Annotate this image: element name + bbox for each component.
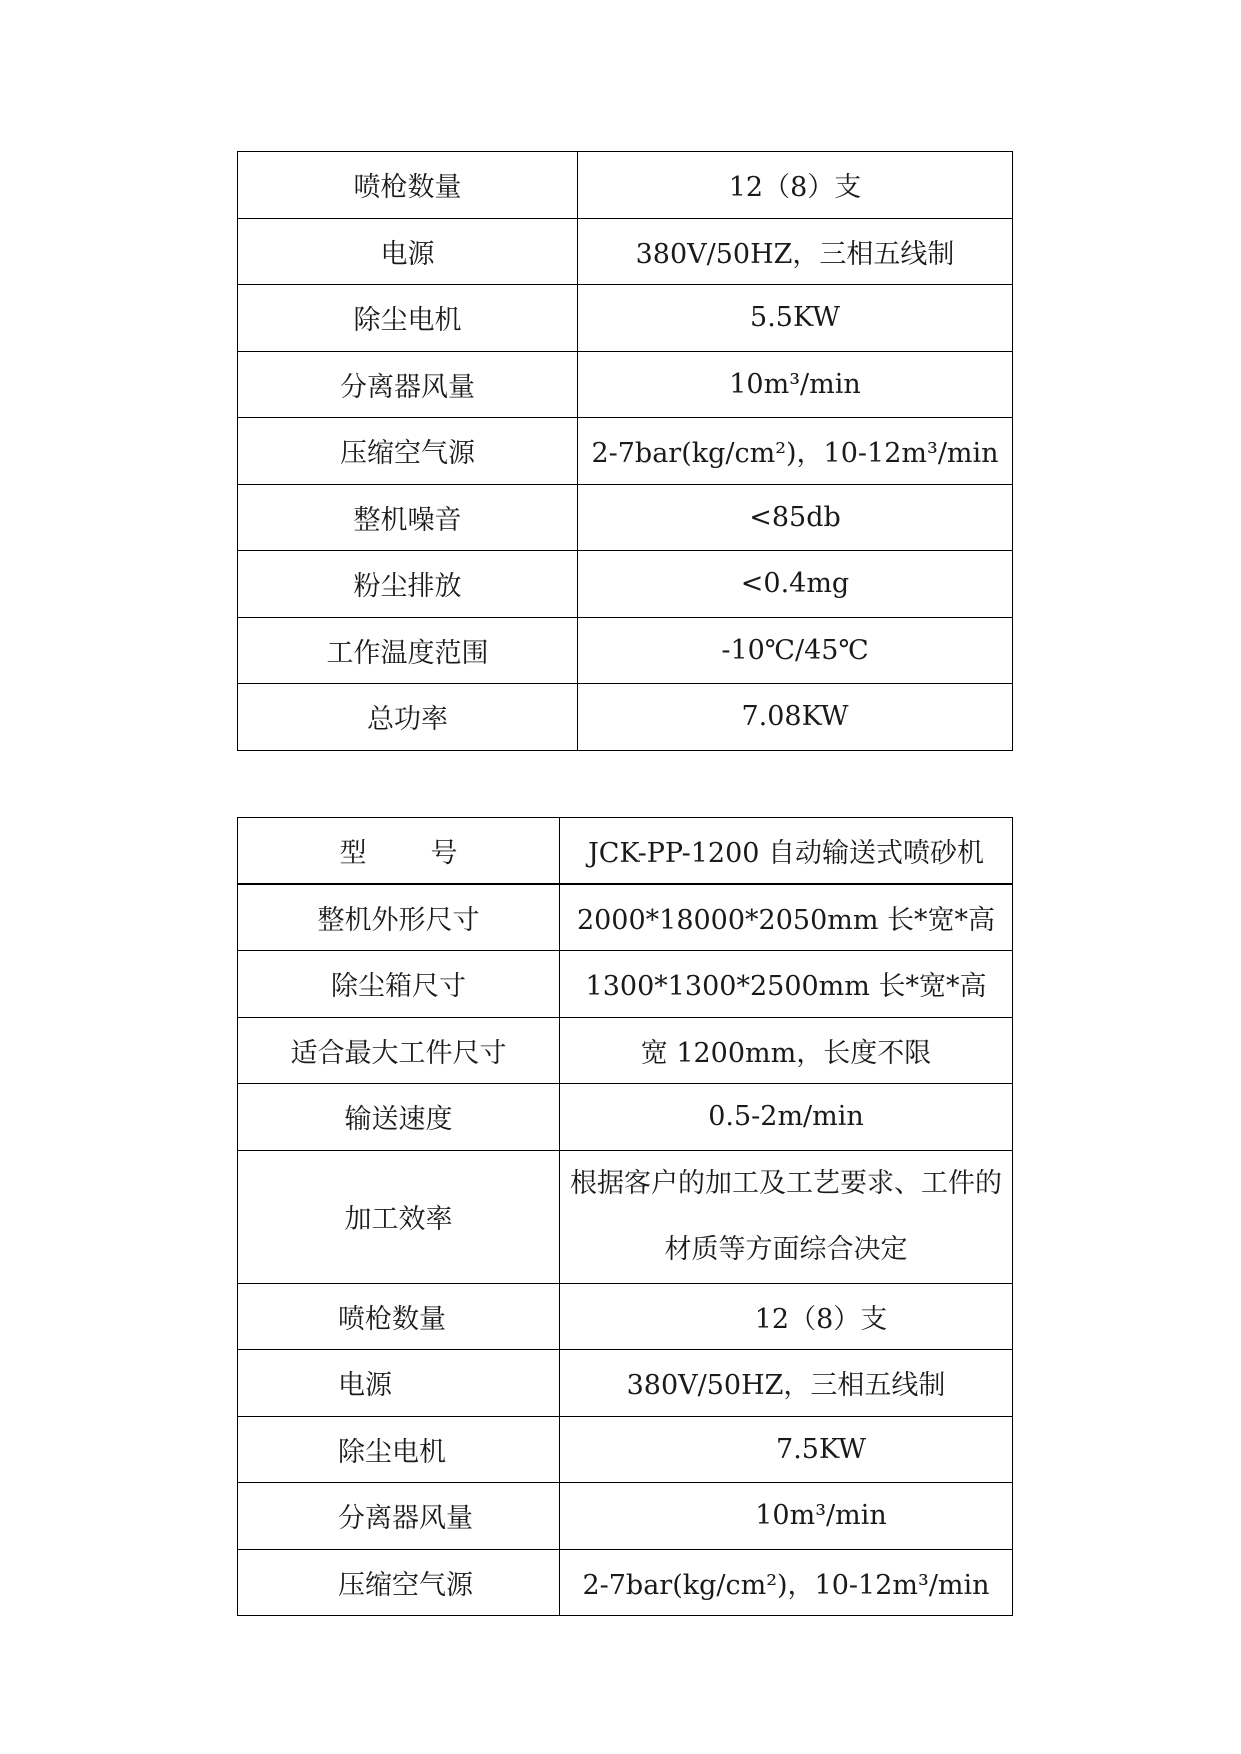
- table-row: [238, 617, 1013, 684]
- table-header-row: [238, 818, 1013, 885]
- spec-label: 工作温度范围: [238, 617, 578, 684]
- spec-label: 除尘电机: [238, 285, 578, 352]
- table-row: [238, 1084, 1013, 1151]
- spec-label: 喷枪数量: [238, 152, 578, 219]
- spec-value: 2-7bar(kg/cm²)，10-12m³/min: [578, 418, 1013, 485]
- table-row: [238, 152, 1013, 219]
- spec-value: 根据客户的加工及工艺要求、工件的材质等方面综合决定: [560, 1150, 1013, 1283]
- model-label: 型号: [238, 818, 560, 885]
- table-row: [238, 1017, 1013, 1084]
- spec-label: 总功率: [238, 684, 578, 751]
- spec-value: 7.5KW: [560, 1416, 1013, 1483]
- spec-value: 12（8）支: [578, 152, 1013, 219]
- spec-label: 喷枪数量: [238, 1283, 560, 1350]
- spec-value: 1300*1300*2500mm 长*宽*高: [560, 951, 1013, 1018]
- table-row: [238, 285, 1013, 352]
- spec-label: 电源: [238, 1350, 560, 1417]
- table-row: [238, 951, 1013, 1018]
- spec-label: 加工效率: [238, 1150, 560, 1283]
- spec-value: 12（8）支: [560, 1283, 1013, 1350]
- table-row: [238, 884, 1013, 951]
- model-value: JCK-PP-1200 自动输送式喷砂机: [560, 818, 1013, 885]
- spec-value: 10m³/min: [560, 1483, 1013, 1550]
- spec-label: 除尘电机: [238, 1416, 560, 1483]
- table-row: [238, 1483, 1013, 1550]
- table-row: [238, 1283, 1013, 1350]
- spec-value: 7.08KW: [578, 684, 1013, 751]
- spec-label: 整机噪音: [238, 484, 578, 551]
- spec-value: 2-7bar(kg/cm²)，10-12m³/min: [560, 1549, 1013, 1616]
- spec-value: 0.5-2m/min: [560, 1084, 1013, 1151]
- table-row: [238, 1416, 1013, 1483]
- spec-value: <85db: [578, 484, 1013, 551]
- spec-label: 压缩空气源: [238, 418, 578, 485]
- spec-value: 2000*18000*2050mm 长*宽*高: [560, 884, 1013, 951]
- spec-table-2: [237, 817, 1013, 1616]
- table-row: [238, 218, 1013, 285]
- spec-value: 5.5KW: [578, 285, 1013, 352]
- table-row: [238, 1150, 1013, 1283]
- spec-value: <0.4mg: [578, 551, 1013, 618]
- spec-label: 输送速度: [238, 1084, 560, 1151]
- spec-value: -10℃/45℃: [578, 617, 1013, 684]
- spec-label: 适合最大工件尺寸: [238, 1017, 560, 1084]
- table-row: [238, 351, 1013, 418]
- table-row: [238, 684, 1013, 751]
- spec-label: 压缩空气源: [238, 1549, 560, 1616]
- spec-label: 整机外形尺寸: [238, 884, 560, 951]
- spec-value: 380V/50HZ，三相五线制: [578, 218, 1013, 285]
- table-row: [238, 484, 1013, 551]
- spec-label: 分离器风量: [238, 1483, 560, 1550]
- spec-table-1: [237, 151, 1013, 751]
- spec-label: 粉尘排放: [238, 551, 578, 618]
- spec-value: 10m³/min: [578, 351, 1013, 418]
- spec-label: 分离器风量: [238, 351, 578, 418]
- table-row: [238, 1549, 1013, 1616]
- table-row: [238, 1350, 1013, 1417]
- spec-label: 除尘箱尺寸: [238, 951, 560, 1018]
- table-row: [238, 551, 1013, 618]
- spec-value: 宽 1200mm，长度不限: [560, 1017, 1013, 1084]
- table-row: [238, 418, 1013, 485]
- spec-value: 380V/50HZ，三相五线制: [560, 1350, 1013, 1417]
- spec-label: 电源: [238, 218, 578, 285]
